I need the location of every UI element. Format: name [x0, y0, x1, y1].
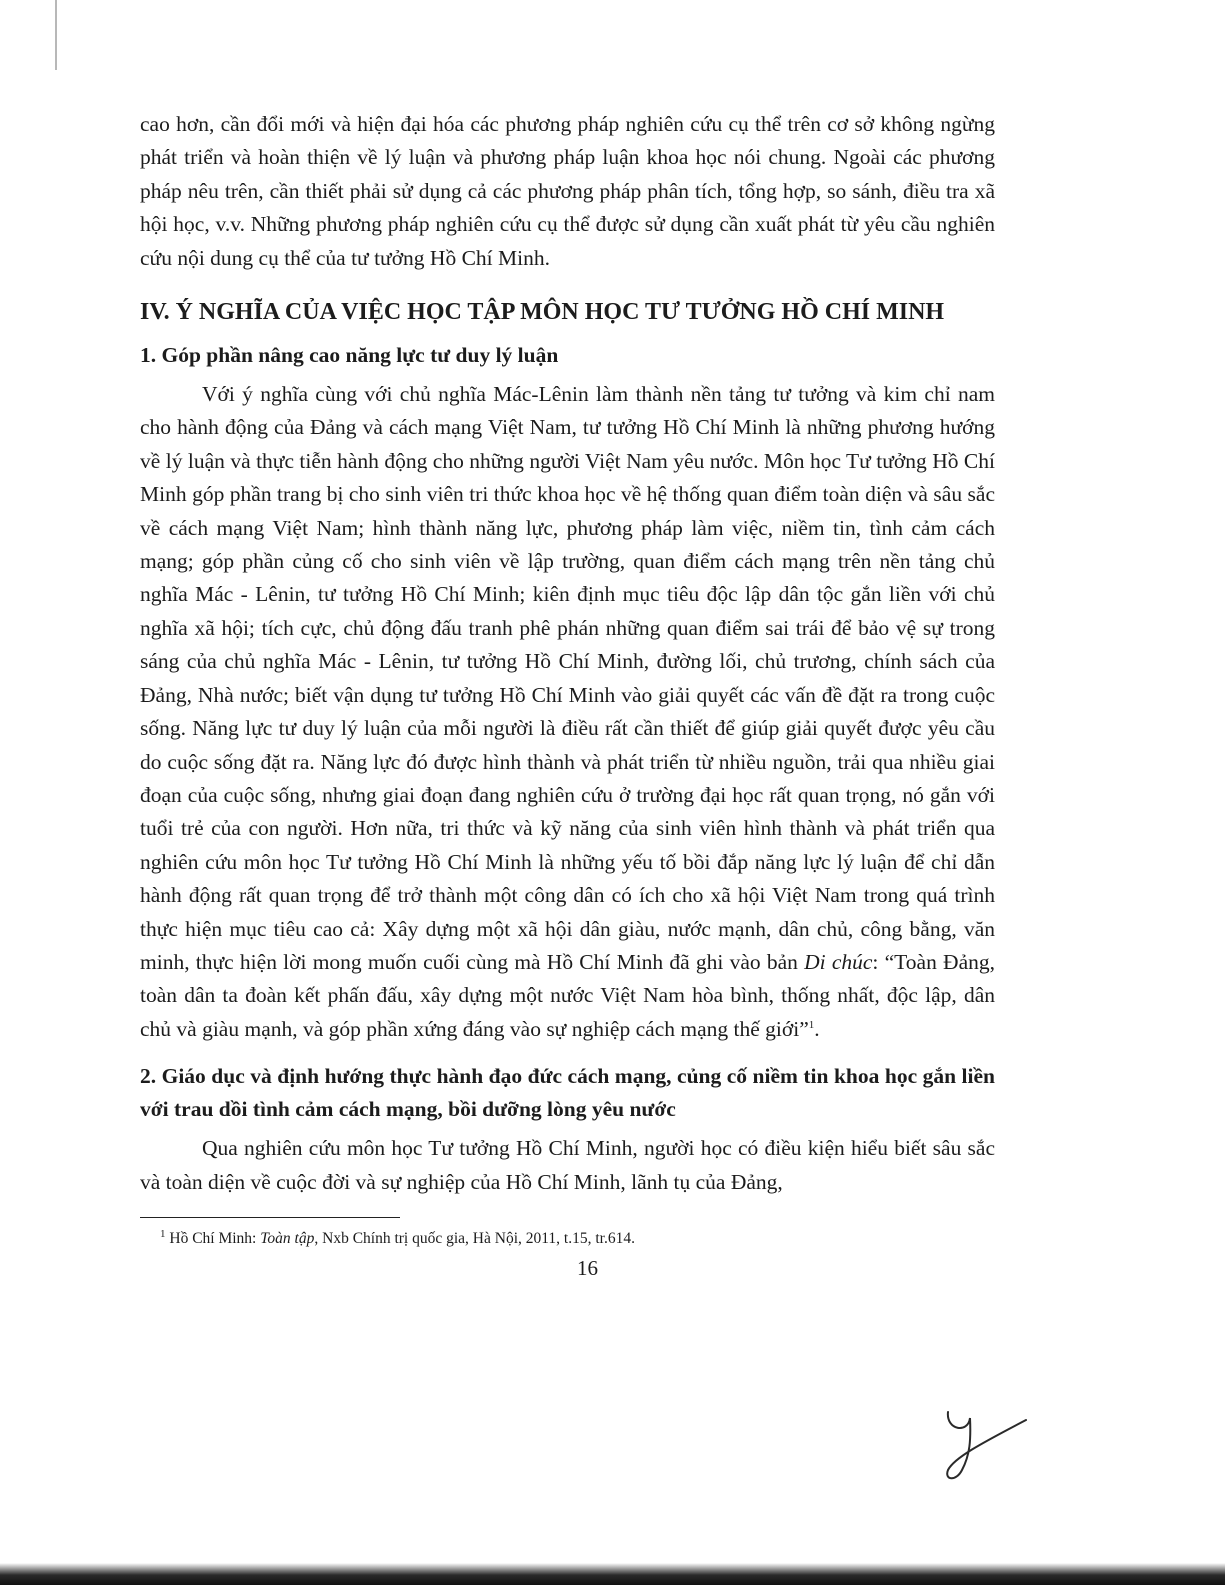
footnote-author: Hồ Chí Minh: — [169, 1229, 261, 1247]
scan-shadow — [0, 1563, 1225, 1585]
footnote-ref[interactable]: 1 — [808, 1018, 815, 1031]
footnote — [140, 1228, 995, 1250]
footnote-number: 1 — [160, 1227, 166, 1240]
subsection-1-paragraph — [140, 378, 995, 1046]
section-heading: IV. Ý NGHĨA CỦA VIỆC HỌC TẬP MÔN HỌC TƯ TƯỞNG HỒ CHÍ MINH — [140, 299, 945, 326]
intro-paragraph: cao hơn, cần đổi mới và hiện đại hóa các phương pháp nghiên cứu cụ thể trên cơ sở không ngừng phát triển và hoàn thiện về lý luận và phương pháp luận khoa học nói chung. Ngoài các phương pháp nêu trên, cần thiết phải sử dụng cả các phương pháp phân tích, tổng hợp, so sánh, điều tra xã hội học, v.v. Những phương pháp nghiên cứu cụ thể được sử dụng cần xuất phát từ yêu cầu nghiên cứu nội dung cụ thể của tư tưởng Hồ Chí Minh. — [140, 112, 995, 270]
subsection-2-paragraph: Qua nghiên cứu môn học Tư tưởng Hồ Chí Minh, người học có điều kiện hiểu biết sâu sắc và toàn diện về cuộc đời và sự nghiệp của Hồ Chí Minh, lãnh tụ của Đảng, — [140, 1136, 995, 1194]
paragraph-text: Với ý nghĩa cùng với chủ nghĩa Mác-Lênin làm thành nền tảng tư tưởng và kim chỉ nam cho hành động của Đảng và cách mạng Việt Nam, tư tưởng Hồ Chí Minh là những phương hướng về lý luận và thực tiễn hành động cho những người Việt Nam yêu nước. Môn học Tư tưởng Hồ Chí Minh góp phần trang bị cho sinh viên tri thức khoa học về hệ thống quan điểm toàn diện và sâu sắc về cách mạng Việt Nam; hình thành năng lực, phương pháp làm việc, niềm tin, tình cảm cách mạng; góp phần củng cố cho sinh viên về lập trường, quan điểm cách mạng trên nền tảng chủ nghĩa Mác - Lênin, tư tưởng Hồ Chí Minh; kiên định mục tiêu độc lập dân tộc gắn liền với chủ nghĩa xã hội; tích cực, chủ động đấu tranh phê phán những quan điểm sai trái để bảo vệ sự trong sáng của chủ nghĩa Mác - Lênin, tư tưởng Hồ Chí Minh, đường lối, chủ trương, chính sách của Đảng, Nhà nước; biết vận dụng tư tưởng Hồ Chí Minh vào giải quyết các vấn đề đặt ra trong cuộc sống. Năng lực tư duy lý luận của mỗi người là điều rất cần thiết để giúp giải quyết được yêu cầu do cuộc sống đặt ra. Năng lực đó được hình thành và phát triển từ nhiều nguồn, trải qua nhiều giai đoạn của cuộc sống, nhưng giai đoạn đang nghiên cứu ở trường đại học rất quan trọng, nó gắn với tuổi trẻ của con người. Hơn nữa, tri thức và kỹ năng của sinh viên hình thành và phát triển qua nghiên cứu môn học Tư tưởng Hồ Chí Minh là những yếu tố bồi đắp năng lực lý luận để chỉ dẫn hành động rất quan trọng để trở thành một công dân có ích cho xã hội Việt Nam trong quá trình thực hiện mục tiêu cao cả: Xây dựng một xã hội dân giàu, nước mạnh, dân chủ, công bằng, văn minh, thực hiện lời mong muốn cuối cùng mà Hồ Chí Minh đã ghi vào bản — [140, 382, 995, 974]
footnote-divider — [140, 1217, 400, 1218]
quote-text: : “Toàn Đảng, toàn dân ta đoàn kết phấn đấu, xây dựng một nước Việt Nam hòa bình, thống nhất, độc lập, dân chủ và giàu mạnh, và góp phần xứng đáng vào sự nghiệp cách mạng thế giới” — [140, 949, 995, 1041]
document-page — [140, 108, 995, 1281]
subsection-2-heading: 2. Giáo dục và định hướng thực hành đạo đức cách mạng, củng cố niềm tin khoa học gắn liền với trau dồi tình cảm cách mạng, bồi dưỡng lòng yêu nước — [140, 1064, 995, 1122]
subsection-1-heading: 1. Góp phần nâng cao năng lực tư duy lý luận — [140, 343, 559, 368]
footnote-title: Toàn tập — [260, 1229, 315, 1247]
page-number: 16 — [577, 1255, 598, 1280]
footnote-details: , Nxb Chính trị quốc gia, Hà Nội, 2011, t.15, tr.614. — [314, 1229, 635, 1247]
di-chuc-title: Di chúc — [804, 949, 873, 974]
scan-edge-mark — [55, 0, 57, 70]
paragraph-end: . — [814, 1016, 820, 1041]
handwritten-signature — [940, 1400, 1030, 1490]
